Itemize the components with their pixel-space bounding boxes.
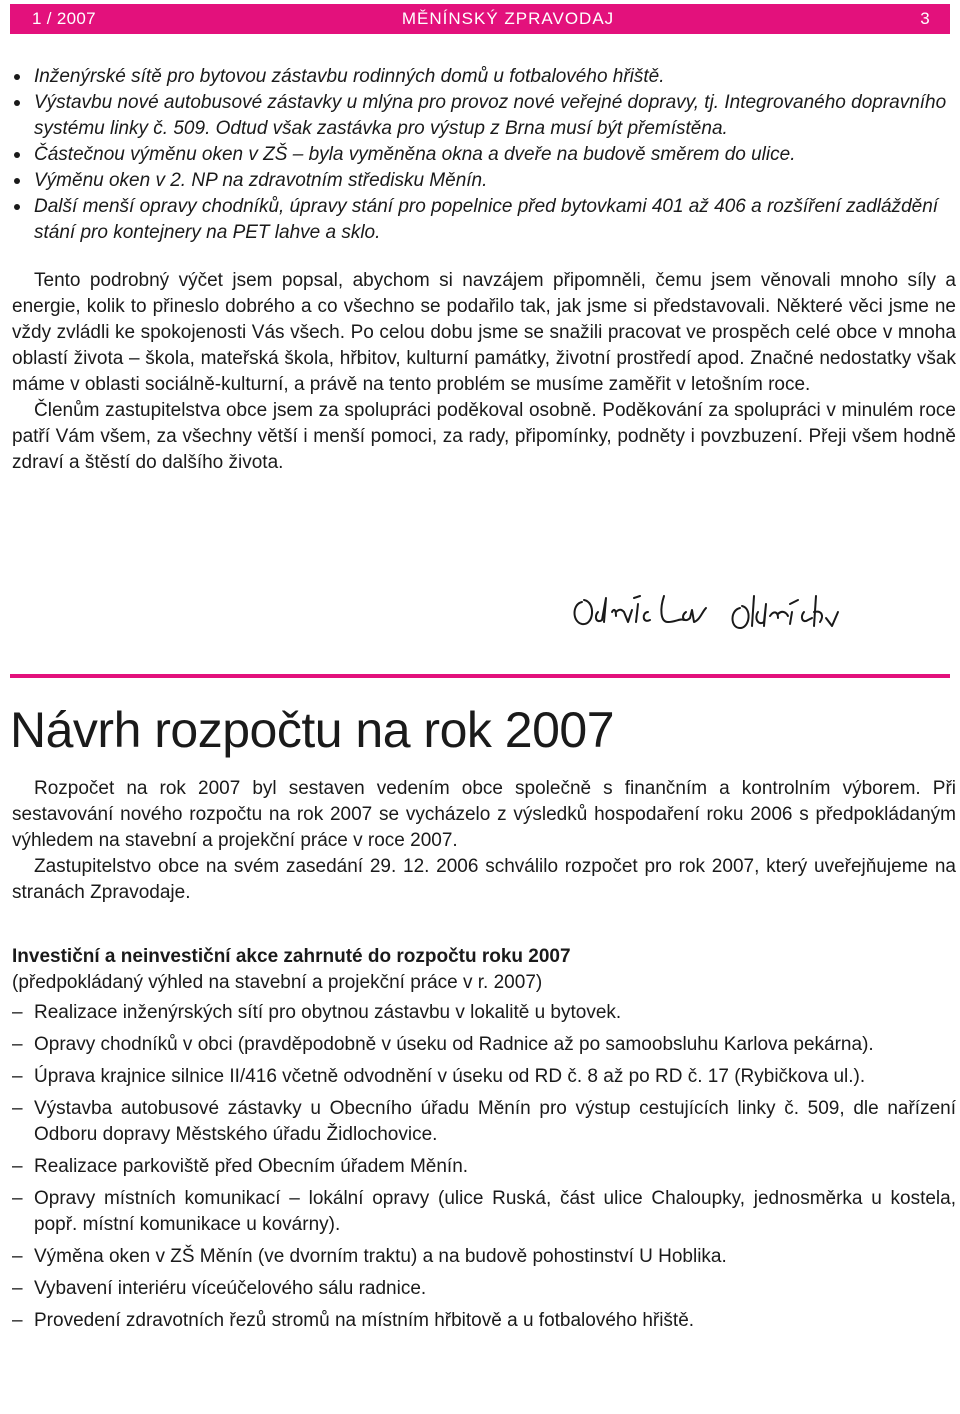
bullet-icon xyxy=(14,204,20,210)
bullet-icon xyxy=(14,152,20,158)
dash-marker: – xyxy=(12,1034,23,1055)
investment-heading: Investiční a neinvestiční akce zahrnuté do rozpočtu roku 2007 xyxy=(12,946,571,967)
investment-subheading: (předpokládaný výhled na stavební a projekční práce v r. 2007) xyxy=(12,972,543,993)
list-item: – Realizace inženýrských sítí pro obytnou zástavbu v lokalitě u bytovek. xyxy=(12,1000,956,1026)
list-item: Výměnu oken v 2. NP na zdravotním středisku Měnín. xyxy=(12,168,956,194)
budget-section xyxy=(12,776,956,1340)
issue-number: 1 / 2007 xyxy=(32,9,96,28)
dash-marker: – xyxy=(12,1246,23,1267)
bullet-icon xyxy=(14,100,20,106)
list-item: – Realizace parkoviště před Obecním úřadem Měnín. xyxy=(12,1154,956,1180)
list-item: Další menší opravy chodníků, úpravy stání pro popelnice před bytovkami 401 až 406 a rozšíření zadláždění stání pro kontejnery na PET lahve a sklo. xyxy=(12,194,956,246)
dash-marker: – xyxy=(12,1156,23,1177)
list-item: – Úprava krajnice silnice II/416 včetně odvodnění v úseku od RD č. 8 až po RD č. 17 (Rybičkova ul.). xyxy=(12,1064,956,1090)
bullet-icon xyxy=(14,178,20,184)
thanks-paragraph: Členům zastupitelstva obce jsem za spolupráci poděkoval osobně. Poděkování za spolupráci v minulém roce patří Vám všem, za všechny větší i menší pomoci, za rady, připomínky, podněty i povzbuzení. Přeji všem hodně zdraví a štěstí do dalšího života. xyxy=(12,400,956,473)
newsletter-title: MĚNÍNSKÝ ZPRAVODAJ xyxy=(401,9,615,28)
dash-marker: – xyxy=(12,1188,23,1209)
page-header xyxy=(10,4,950,34)
list-item: Částečnou výměnu oken v ZŠ – byla vyměněna okna a dveře na budově směrem do ulice. xyxy=(12,142,956,168)
budget-paragraph-1: Rozpočet na rok 2007 byl sestaven vedením obce společně s finančním a kontrolním výborem. Při sestavování nového rozpočtu na rok 2007 se vycházelo z výsledků hospodaření roku 2006 s předpokládaným výhledem na stavební a projekční práce v roce 2007. xyxy=(12,778,956,851)
dash-marker: – xyxy=(12,1066,23,1087)
handwritten-signature xyxy=(568,582,868,642)
dash-marker: – xyxy=(12,1098,23,1119)
budget-paragraph-2: Zastupitelstvo obce na svém zasedání 29. 12. 2006 schválilo rozpočet pro rok 2007, který uveřejňujeme na stranách Zpravodaje. xyxy=(12,856,956,903)
dash-marker: – xyxy=(12,1278,23,1299)
list-item: – Výměna oken v ZŠ Měnín (ve dvorním traktu) a na budově pohostinství U Hoblika. xyxy=(12,1244,956,1270)
list-item: – Opravy místních komunikací – lokální opravy (ulice Ruská, část ulice Chaloupky, jednosměrka u kostela, popř. místní komunikace u kovárny). xyxy=(12,1188,956,1235)
section-heading: Návrh rozpočtu na rok 2007 xyxy=(10,702,615,758)
page-number: 3 xyxy=(920,9,930,28)
dash-marker: – xyxy=(12,1310,23,1331)
investment-list xyxy=(12,1000,956,1334)
accomplishments-list xyxy=(12,64,956,246)
article-continuation xyxy=(12,64,956,476)
list-item: Výstavbu nové autobusové zástavky u mlýna pro provoz nové veřejné dopravy, tj. Integrovaného dopravního systému linky č. 509. Odtud však zastávka pro výstup z Brna musí být přemístěna. xyxy=(12,90,956,142)
list-item: – Opravy chodníků v obci (pravděpodobně v úseku od Radnice až po samoobsluhu Karlova pekárna). xyxy=(12,1032,956,1058)
dash-marker: – xyxy=(12,1002,23,1023)
summary-paragraph: Tento podrobný výčet jsem popsal, abychom si navzájem připomněli, čemu jsem věnovali mnoho síly a energie, kolik to přineslo dobrého a co všechno se podařilo tak, jak jsme si představovali. Některé věci jsme ne vždy zvládli ke spokojenosti Vás všech. Po celou dobu jsme se snažili pracovat ve prospěch celé obce v mnoha oblastí života – škola, mateřská škola, hřbitov, kulturní památky, životní prostředí apod. Značné nedostatky však máme v oblasti sociálně-kulturní, a právě na tento problém se musíme zaměřit v letošním roce. xyxy=(12,270,956,395)
list-item: – Provedení zdravotních řezů stromů na místním hřbitově a u fotbalového hřiště. xyxy=(12,1308,956,1334)
list-item: Inženýrské sítě pro bytovou zástavbu rodinných domů u fotbalového hřiště. xyxy=(12,64,956,90)
section-divider xyxy=(10,674,950,678)
list-item: – Vybavení interiéru víceúčelového sálu radnice. xyxy=(12,1276,956,1302)
bullet-icon xyxy=(14,74,20,80)
list-item: – Výstavba autobusové zástavky u Obecního úřadu Měnín pro výstup cestujících linky č. 509, dle nařízení Odboru dopravy Městského úřadu Židlochovice. xyxy=(12,1098,956,1145)
